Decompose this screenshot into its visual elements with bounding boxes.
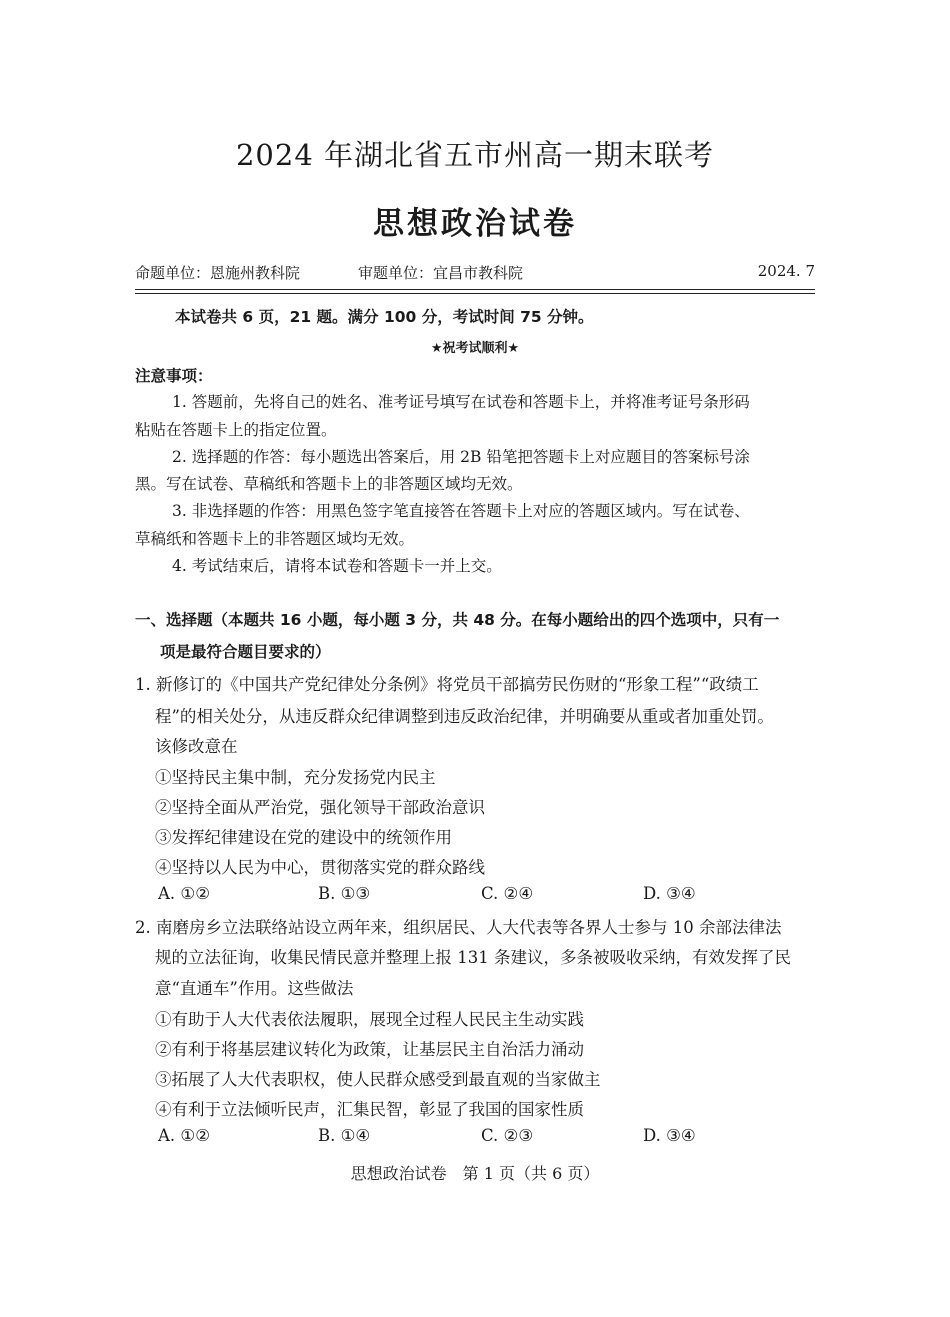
question-2-option-b: B. ①④: [318, 1126, 371, 1145]
question-2-item: ①有助于人大代表依法履职，展现全过程人民民主生动实践: [155, 1010, 584, 1029]
exam-date: 2024. 7: [757, 262, 815, 280]
question-2-item: ④有利于立法倾听民声，汇集民智，彰显了我国的国家性质: [155, 1100, 584, 1119]
page-footer: 思想政治试卷 第 1 页（共 6 页）: [350, 1164, 600, 1183]
question-1-item: ③发挥纪律建设在党的建设中的统领作用: [155, 828, 452, 847]
reviewer-unit: 审题单位：宜昌市教科院: [358, 264, 524, 282]
question-1-option-d: D. ③④: [643, 884, 696, 903]
good-luck-note: ★祝考试顺利★: [430, 341, 520, 356]
question-1-stem: 该修改意在: [155, 737, 238, 756]
note-line: 4. 考试结束后，请将本试卷和答题卡一并上交。: [172, 557, 502, 575]
question-1-option-c: C. ②④: [481, 884, 534, 903]
exam-title: 2024 年湖北省五市州高一期末联考: [235, 138, 715, 172]
question-1-stem: 1. 新修订的《中国共产党纪律处分条例》将党员干部搞劳民伤财的“形象工程”“政绩工: [135, 675, 759, 694]
exam-subject: 思想政治试卷: [373, 206, 577, 242]
question-1-option-b: B. ①③: [318, 884, 371, 903]
question-2-option-d: D. ③④: [643, 1126, 696, 1145]
question-1-item: ②坚持全面从严治党，强化领导干部政治意识: [155, 798, 485, 817]
note-line: 3. 非选择题的作答：用黑色签字笔直接答在答题卡上对应的答题区域内。写在试卷、: [172, 502, 750, 520]
section-heading: 一、选择题（本题共 16 小题，每小题 3 分，共 48 分。在每小题给出的四个选项中，只有一: [135, 611, 780, 629]
note-line: 2. 选择题的作答：每小题选出答案后，用 2B 铅笔把答题卡上对应题目的答案标号涂: [172, 448, 750, 466]
notes-heading: 注意事项：: [135, 367, 213, 385]
note-line: 1. 答题前，先将自己的姓名、准考证号填写在试卷和答题卡上，并将准考证号条形码: [172, 393, 750, 411]
question-1-item: ④坚持以人民为中心，贯彻落实党的群众路线: [155, 858, 485, 877]
note-line: 黑。写在试卷、草稿纸和答题卡上的非答题区域均无效。: [135, 475, 523, 493]
exam-summary: 本试卷共 6 页，21 题。满分 100 分，考试时间 75 分钟。: [175, 308, 594, 326]
question-2-stem: 意“直通车”作用。这些做法: [155, 979, 354, 998]
header-rule-top: [135, 289, 815, 290]
question-1-option-a: A. ①②: [158, 884, 210, 903]
question-1-stem: 程”的相关处分，从违反群众纪律调整到违反政治纪律，并明确要从重或者加重处罚。: [155, 707, 774, 726]
question-2-item: ③拓展了人大代表职权，使人民群众感受到最直观的当家做主: [155, 1070, 601, 1089]
note-line: 粘贴在答题卡上的指定位置。: [135, 421, 337, 439]
header-rule-bottom: [135, 293, 815, 294]
note-line: 草稿纸和答题卡上的非答题区域均无效。: [135, 530, 415, 548]
question-2-option-c: C. ②③: [481, 1126, 534, 1145]
question-2-stem: 规的立法征询，收集民情民意并整理上报 131 条建议，多条被吸收采纳，有效发挥了民: [155, 948, 791, 967]
question-2-option-a: A. ①②: [158, 1126, 210, 1145]
section-heading-cont: 项是最符合题目要求的）: [160, 643, 331, 661]
question-2-item: ②有利于将基层建议转化为政策，让基层民主自治活力涌动: [155, 1040, 584, 1059]
setter-unit: 命题单位：恩施州教科院: [135, 264, 301, 282]
question-1-item: ①坚持民主集中制，充分发扬党内民主: [155, 768, 436, 787]
question-2-stem: 2. 南磨房乡立法联络站设立两年来，组织居民、人大代表等各界人士参与 10 余部法律法: [135, 918, 782, 937]
